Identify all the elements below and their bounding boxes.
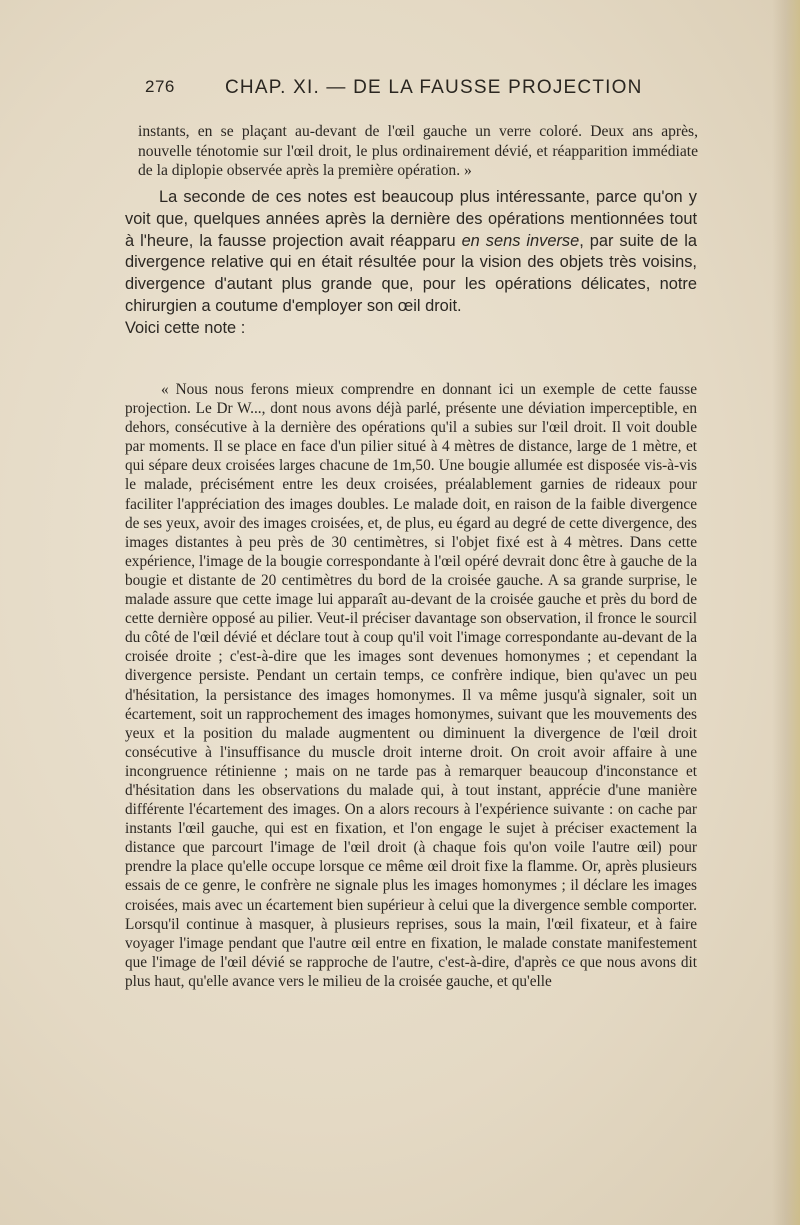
paragraph-text-end: , par suite de la divergence relative qui en était résultée pour la vision des objets très voisins, divergence d'autant plus grande que, pour les opérations délicates, notre chirurgien a coutume d'employer son œil droit.: [125, 231, 697, 315]
paragraph-italic: en sens inverse: [461, 231, 580, 250]
page-edge: [772, 0, 800, 1225]
page-number: 276: [145, 77, 175, 96]
voici-line: Voici cette note :: [125, 318, 246, 337]
quote-continuation: instants, en se plaçant au-devant de l'œil gauche un verre coloré. Deux ans après, nouvelle ténotomie sur l'œil droit, le plus ordinairement dévié, et réapparition immédiate de la diplopie observée après la première opération. »: [138, 123, 698, 179]
body-paragraph: [125, 187, 697, 340]
quoted-note: « Nous nous ferons mieux comprendre en donnant ici un exemple de cette fausse projection. Le Dr W..., dont nous avons déjà parlé, présente une déviation imperceptible, en dehors, consécutive à la dernière des opérations qu'il a subies sur l'œil droit. Il voit double par moments. Il se place en face d'un pilier situé à 4 mètres de distance, large de 1 mètre, et qui sépare deux croisées larges chacune de 1m,50. Une bougie allumée est disposée vis-à-vis le malade, précisément entre les deux croisées, préalablement garnies de rideaux pour faciliter l'appréciation des images doubles. Le malade doit, en raison de la faible divergence de ses yeux, avoir des images croisées, et, de plus, eu égard au degré de cette divergence, des images distantes à peu près de 30 centimètres, si l'objet fixé est à 4 mètres. Dans cette expérience, l'image de la bougie correspondante à l'œil opéré devrait donc être à gauche de la bougie et distante de 20 centimètres du bord de la croisée gauche. A sa grande surprise, le malade assure que cette image lui apparaît au-devant de la croisée gauche et près du bord de cette dernière opposé au pilier. Veut-il préciser davantage son observation, il fronce le sourcil du côté de l'œil dévié et déclare tout à coup qu'il voit l'image correspondante au-devant de la croisée droite ; c'est-à-dire que les images sont devenues homonymes ; et cependant la divergence persiste. Pendant un certain temps, ce confrère indique, bien qu'avec un peu d'hésitation, la persistance des images homonymes. Il va même jusqu'à signaler, soit un écartement, soit un rapprochement des images homonymes, suivant que les mouvements des yeux et la position du malade augmentent ou diminuent la divergence de l'œil droit consécutive à l'insuffisance du muscle droit interne droit. On croit avoir affaire à une incongruence rétinienne ; mais on ne tarde pas à remarquer beaucoup d'inconstance et d'hésitation dans les observations du malade qui, à tout instant, apprécie d'une manière différente l'écartement des images. On a alors recours à l'expérience suivante : on cache par instants l'œil gauche, qui est en fixation, et l'on engage le sujet à préciser exactement la distance que parcourt l'image de l'œil droit (à chaque fois qu'on voile l'autre œil) pour prendre la place qu'elle occupe lorsque ce même œil droit fixe la flamme. Or, après plusieurs essais de ce genre, le confrère ne signale plus les images homonymes ; il déclare les images croisées, mais avec un écartement bien supérieur à celui que la divergence semble comporter. Lorsqu'il continue à masquer, à plusieurs reprises, sous la main, l'œil fixateur, et à faire voyager l'image pendant que l'autre œil entre en fixation, le malade constate manifestement que l'image de l'œil dévié se rapproche de l'autre, c'est-à-dire, d'après ce que nous avons dit plus haut, qu'elle avance vers le milieu de la croisée gauche, et qu'elle: [125, 381, 697, 990]
paragraph-text-start: La seconde de ces notes est beaucoup plus intéressante, parce qu'on y voit que, quelques années après la dernière des opérations mentionnées tout à l'heure, la fausse projection avait réapparu: [125, 188, 697, 250]
running-head: CHAP. XI. — DE LA FAUSSE PROJECTION: [225, 77, 643, 98]
page-header: [145, 77, 705, 101]
